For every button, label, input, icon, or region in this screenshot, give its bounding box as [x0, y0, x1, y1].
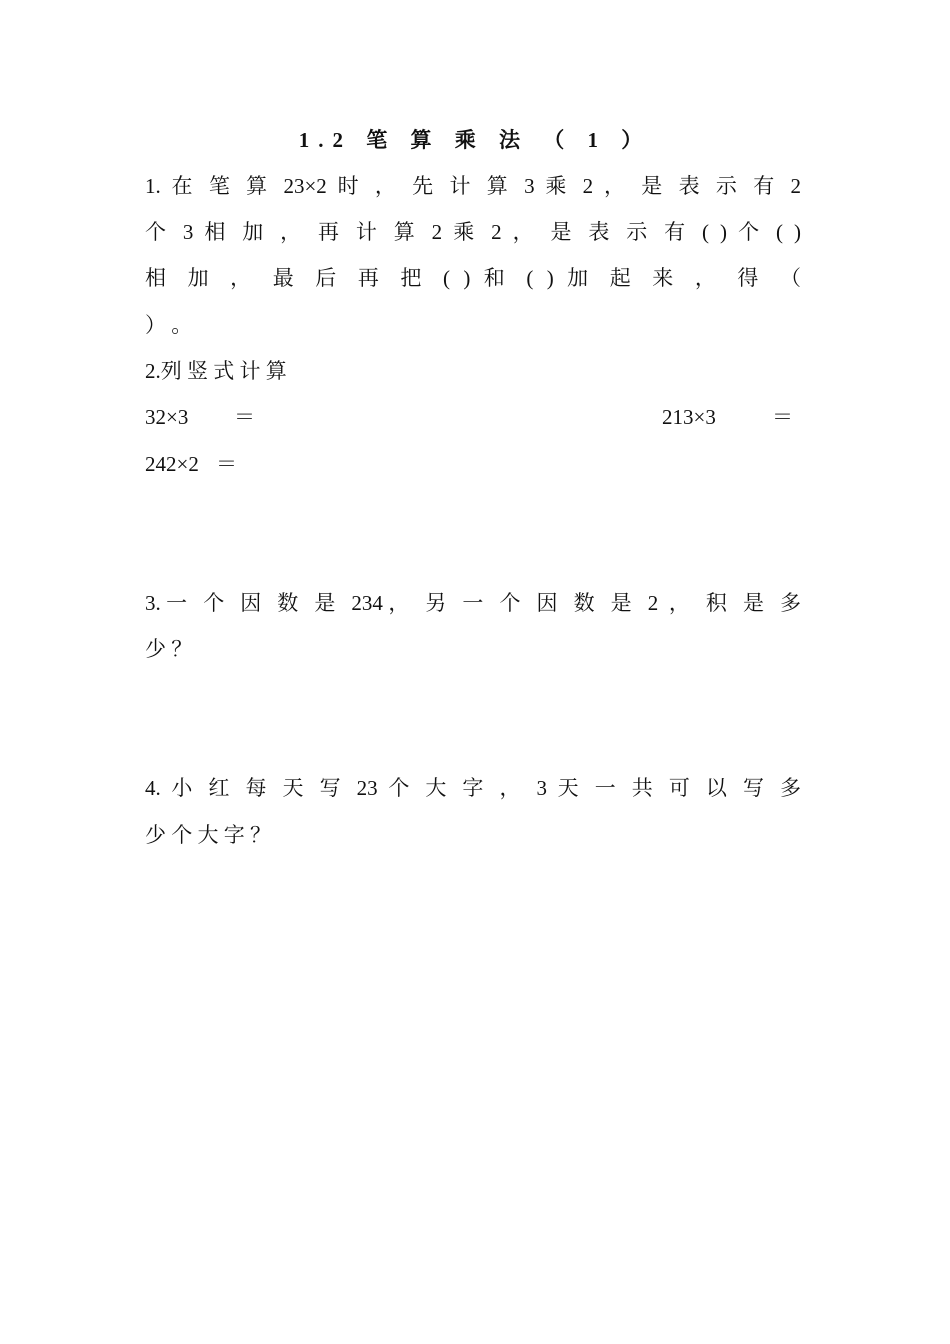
- page-title: 1.2 笔 算 乘 法 （ 1 ）: [298, 128, 652, 152]
- question-1-line-4: ） 。: [145, 313, 193, 337]
- question-1-line-1: 1. 在 笔 算 23×2 时 ， 先 计 算 3 乘 2 ， 是 表 示 有 2: [145, 174, 801, 198]
- question-3-line-1: 3.一 个 因 数 是 234， 另 一 个 因 数 是 2 ， 积 是 多: [145, 591, 801, 615]
- expression-242x2: [145, 449, 199, 479]
- equals-sign: ＝: [772, 405, 793, 429]
- question-4-line-2: 少 个 大 字 ？: [145, 823, 271, 847]
- equals-sign: ＝: [234, 405, 255, 429]
- question-4-line-1: 4. 小 红 每 天 写 23 个 大 字 ， 3 天 一 共 可 以 写 多: [145, 776, 801, 800]
- expression-32x3: [145, 402, 188, 432]
- question-2-heading: 2.列 竖 式 计 算: [145, 359, 287, 383]
- question-3-line-2: 少 ？: [145, 637, 193, 661]
- expression-text: 242×2: [145, 452, 199, 476]
- question-1-line-2: 个 3 相 加 ， 再 计 算 2 乘 2 ， 是 表 示 有 ( ) 个 ( ): [145, 220, 801, 244]
- expression-213x3: [662, 402, 716, 432]
- expression-text: 32×3: [145, 405, 189, 429]
- question-1-line-3: 相 加 ， 最 后 再 把 ( ) 和 ( ) 加 起 来 ， 得 （: [145, 266, 801, 290]
- equals-sign: ＝: [216, 452, 237, 476]
- expression-text: 213×3: [662, 405, 716, 429]
